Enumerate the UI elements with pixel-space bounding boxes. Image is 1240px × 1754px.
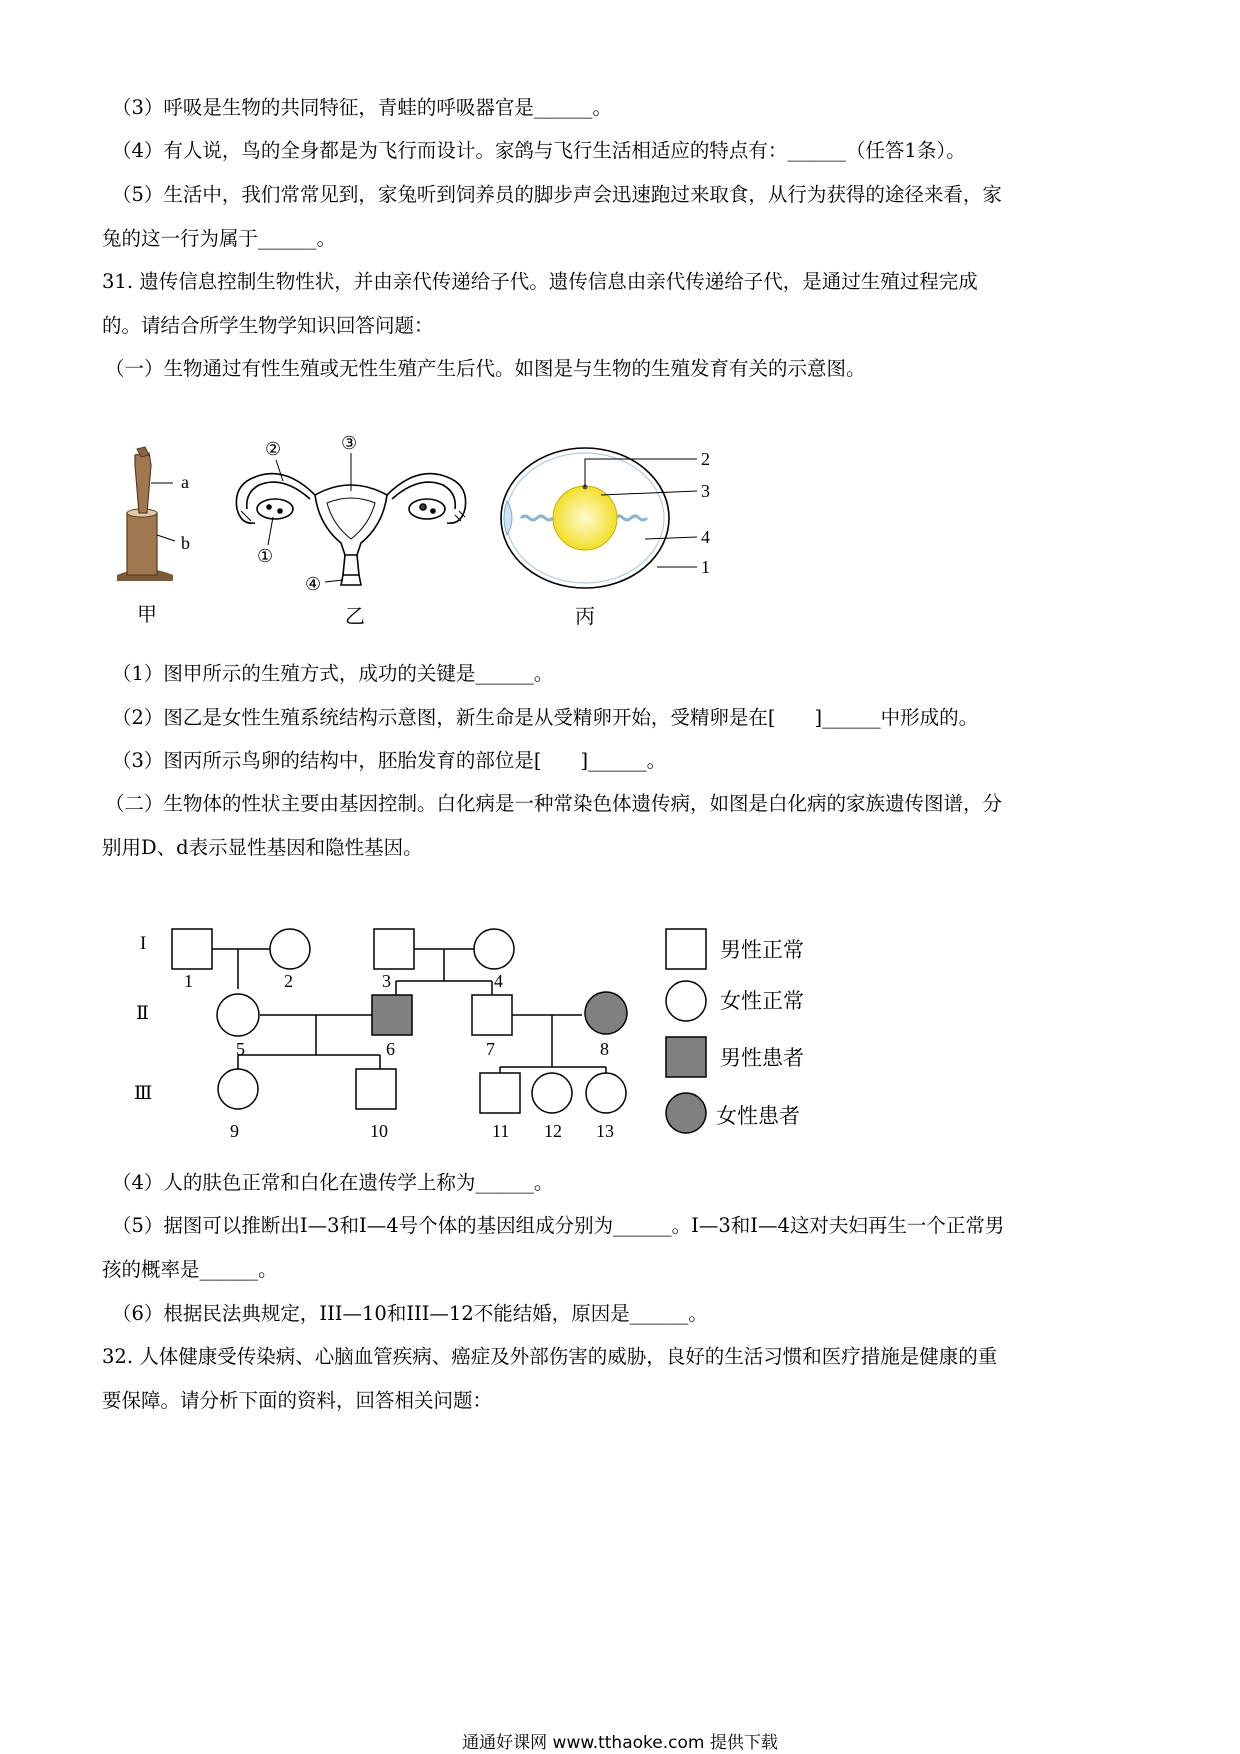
number-3: 3 [382,971,391,991]
individual-11 [480,1073,520,1113]
reproduction-figure [105,425,725,635]
number-9: 9 [230,1121,239,1141]
individual-1 [172,929,212,969]
question-32-line-1: 32. 人体健康受传染病、心脑血管疾病、癌症及外部伤害的威胁，良好的生活习惯和医疗措施是健康的重 [102,1345,998,1368]
grafting-diagram [117,447,190,626]
individual-5 [217,994,259,1036]
individual-12 [532,1073,572,1113]
number-10: 10 [370,1121,388,1141]
question-5-line-1: （5）生活中，我们常常见到，家兔听到饲养员的脚步声会迅速跑过来取食，从行为获得的途径来看，家 [112,183,1002,206]
number-11: 11 [492,1121,510,1141]
sub-question-4: （4）人的肤色正常和白化在遗传学上称为______。 [112,1171,554,1194]
sub-question-2: （2）图乙是女性生殖系统结构示意图，新生命是从受精卵开始，受精卵是在[ ]______中形成的。 [112,706,979,729]
generation-label-3: Ⅲ [134,1083,153,1104]
number-7: 7 [486,1039,495,1059]
question-31-line-2: 的。请结合所学生物学知识回答问题： [102,314,434,337]
question-3-line: （3）呼吸是生物的共同特征，青蛙的呼吸器官是______。 [112,96,612,119]
bird-egg-diagram [501,448,710,628]
sub-question-3: （3）图丙所示鸟卵的结构中，胚胎发育的部位是[ ]______。 [112,749,667,772]
number-1: 1 [184,971,193,991]
number-13: 13 [596,1121,614,1141]
number-12: 12 [544,1121,562,1141]
legend-female-normal: 女性正常 [720,989,804,1013]
pedigree-legend [666,929,706,1133]
part-2-intro-1: （二）生物体的性状主要由基因控制。白化病是一种常染色体遗传病，如图是白化病的家族遗传图谱，分 [105,792,1003,815]
individual-6 [372,995,412,1035]
individual-13 [586,1073,626,1113]
part-1-intro: （一）生物通过有性生殖或无性生殖产生后代。如图是与生物的生殖发育有关的示意图。 [105,357,866,380]
label-circle-2: ② [265,439,282,459]
label-2: 2 [701,449,710,469]
page-footer: 通通好课网 www.tthaoke.com 提供下载 [462,1733,778,1753]
label-b: b [181,533,190,553]
individual-10 [356,1069,396,1109]
legend-male-normal: 男性正常 [720,938,804,962]
individual-8 [585,992,627,1034]
number-5: 5 [236,1039,245,1059]
number-8: 8 [600,1039,609,1059]
individual-3 [374,929,414,969]
legend-male-affected: 男性患者 [720,1046,804,1070]
label-circle-3: ③ [341,433,358,453]
question-32-line-2: 要保障。请分析下面的资料，回答相关问题： [102,1389,493,1412]
number-2: 2 [284,971,293,991]
sub-question-5-line-1: （5）据图可以推断出I—3和I—4号个体的基因组成分别为______。I—3和I—4这对夫妇再生一个正常男 [112,1214,1005,1237]
legend-female-affected: 女性患者 [716,1104,800,1128]
pedigree-chart [130,915,910,1155]
figure-label-jia: 甲 [137,604,157,626]
question-31-line-1: 31. 遗传信息控制生物性状，并由亲代传递给子代。遗传信息由亲代传递给子代，是通过生殖过程完成 [102,270,978,293]
question-4-line: （4）有人说，鸟的全身都是为飞行而设计。家鸽与飞行生活相适应的特点有：______（任答1条）。 [112,139,966,162]
question-5-line-2: 兔的这一行为属于______。 [102,227,337,250]
individual-4 [474,929,514,969]
generation-label-1: I [140,933,147,954]
label-circle-1: ① [257,546,274,566]
individual-9 [218,1069,258,1109]
sub-question-6: （6）根据民法典规定，III—10和III—12不能结婚，原因是______。 [112,1302,708,1325]
label-4: 4 [701,527,710,547]
label-1: 1 [701,557,710,577]
number-6: 6 [386,1039,395,1059]
sub-question-5-line-2: 孩的概率是______。 [102,1258,278,1281]
generation-label-2: Ⅱ [136,1003,149,1024]
label-circle-4: ④ [305,574,322,594]
part-2-intro-2: 别用D、d表示显性基因和隐性基因。 [102,836,423,859]
label-3: 3 [701,481,710,501]
individual-2 [270,929,310,969]
label-a: a [181,472,189,492]
number-4: 4 [494,971,503,991]
sub-question-1: （1）图甲所示的生殖方式，成功的关键是______。 [112,662,554,685]
figure-label-bing: 丙 [575,606,595,628]
figure-label-yi: 乙 [345,606,365,628]
individual-7 [472,995,512,1035]
